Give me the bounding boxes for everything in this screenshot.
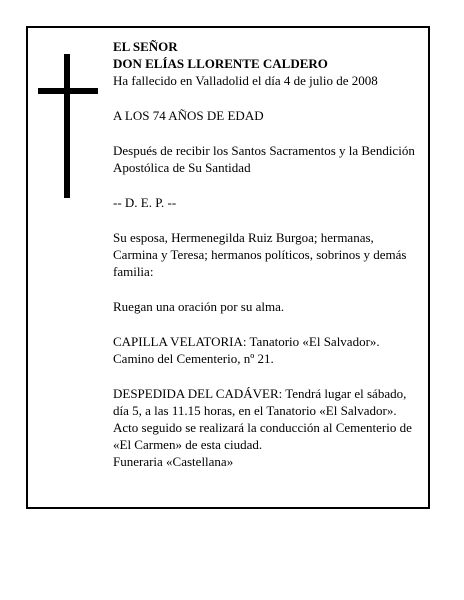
title-line: EL SEÑOR — [113, 39, 178, 54]
farewell-text: DESPEDIDA DEL CADÁVER: Tendrá lugar el sábado, día 5, a las 11.15 horas, en el Tanatorio «El Salvador». Acto seguido se realizará la conducción al Cementerio de «El Carmen» de esta ciudad. — [113, 386, 412, 452]
notice-content — [113, 38, 419, 470]
age-line: A LOS 74 AÑOS DE EDAD — [113, 108, 264, 123]
funeral-home: Funeraria «Castellana» — [113, 454, 234, 469]
death-statement: Ha fallecido en Valladolid el día 4 de julio de 2008 — [113, 73, 378, 88]
sacraments-text: Después de recibir los Santos Sacramentos y la Bendición Apostólica de Su Santidad — [113, 143, 415, 175]
cross-horizontal-bar — [38, 88, 98, 94]
family-text: Su esposa, Hermenegilda Ruiz Burgoa; hermanas, Carmina y Teresa; hermanos políticos, sobrinos y demás familia: — [113, 230, 407, 279]
cross-vertical-bar — [64, 54, 70, 198]
prayer-text: Ruegan una oración por su alma. — [113, 299, 285, 314]
chapel-text: CAPILLA VELATORIA: Tanatorio «El Salvador». Camino del Cementerio, nº 21. — [113, 334, 380, 366]
latin-cross-icon — [38, 54, 98, 198]
dep-line: -- D. E. P. -- — [113, 195, 177, 210]
deceased-name: DON ELÍAS LLORENTE CALDERO — [113, 56, 328, 71]
